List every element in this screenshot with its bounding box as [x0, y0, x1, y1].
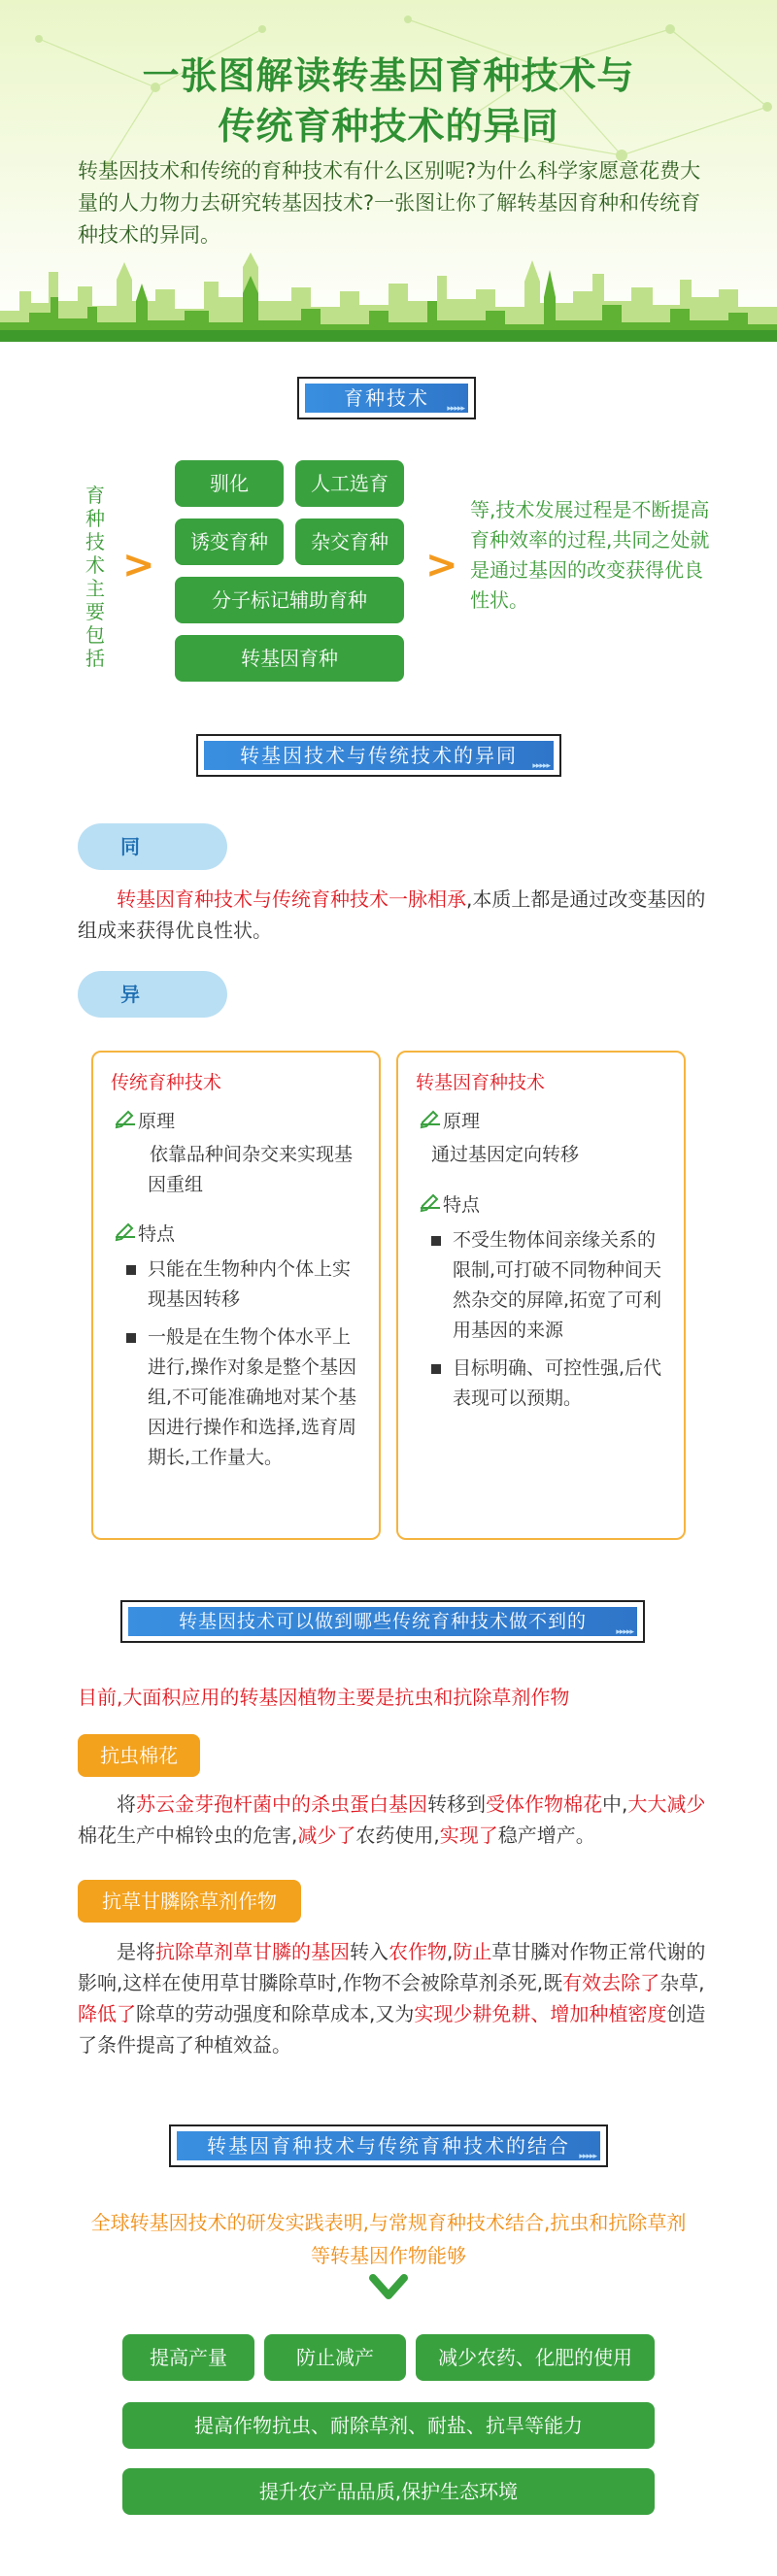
traditional-title: 传统育种技术 — [111, 1072, 222, 1093]
section1-note: 等,技术发展过程是不断提高育种效率的过程,共同之处就是通过基因的改变获得优良性状。 — [470, 498, 710, 612]
pencil-icon — [115, 1110, 136, 1131]
city-skyline-decoration — [0, 233, 777, 342]
benefit-increase-yield: 提高产量 — [122, 2334, 254, 2381]
banner-similarities-differences — [196, 734, 561, 777]
banner-arrows-icon: ▸▸▸▸▸ — [447, 404, 464, 414]
banner-arrows-icon: ▸▸▸▸▸ — [616, 1627, 633, 1637]
tag-herbicide-resistant-crop: 抗草甘膦除草剂作物 — [78, 1880, 301, 1923]
herbicide-segment: 转入 — [350, 1940, 388, 1963]
list-item: 只能在生物种内个体上实现基因转移 — [122, 1255, 365, 1315]
herbicide-segment: 防止 — [453, 1940, 492, 1963]
cotton-segment: 实现了 — [439, 1823, 498, 1847]
cotton-segment: 棉花生产中棉铃虫的危害, — [78, 1823, 298, 1847]
banner-arrows-icon: ▸▸▸▸▸ — [532, 761, 550, 771]
banner-similarities-differences-label: 转基因技术与传统技术的异同 — [240, 744, 518, 767]
cotton-segment: 减少了 — [297, 1823, 356, 1847]
method-domestication: 驯化 — [175, 460, 284, 507]
benefit-reduce-chemicals: 减少农药、化肥的使用 — [416, 2334, 655, 2381]
list-item: 目标明确、可控性强,后代表现可以预期。 — [427, 1354, 670, 1414]
traditional-principle-text: 依靠品种间杂交来实现基因重组 — [148, 1144, 354, 1195]
list-item: 一般是在生物个体水平上进行,操作对象是整个基因组,不可能准确地对某个基因进行操作和选择,选育周期长,工作量大。 — [122, 1322, 365, 1473]
method-marker-assisted: 分子标记辅助育种 — [175, 577, 404, 623]
traditional-feature-list — [122, 1255, 365, 1481]
intro-text: 转基因技术和传统的育种技术有什么区别呢?为什么科学家愿意花费大量的人力物力去研究转基因技术?一张图让你了解转基因育种和传统育种技术的异同。 — [78, 159, 701, 247]
chevron-right-icon-2: > — [425, 543, 458, 587]
herbicide-segment: , — [447, 1940, 454, 1963]
pencil-icon — [420, 1193, 441, 1215]
cotton-segment: 苏云金芽孢杆菌中的杀虫蛋白基因 — [136, 1792, 427, 1816]
method-artificial-selection: 人工选育 — [295, 460, 404, 507]
transgenic-title: 转基因育种技术 — [416, 1072, 546, 1093]
page-title-line2: 传统育种技术的异同 — [218, 105, 559, 148]
banner-arrows-icon: ▸▸▸▸▸ — [579, 2152, 596, 2161]
herbicide-segment: 有效去除了 — [562, 1971, 660, 1994]
page-title — [0, 50, 777, 151]
traditional-feature-heading — [115, 1220, 175, 1246]
pill-different: 异 — [78, 971, 227, 1018]
traditional-box — [91, 1051, 381, 1540]
header — [0, 0, 777, 342]
cotton-segment: 转移到 — [427, 1792, 486, 1816]
traditional-principle-label: 原理 — [138, 1111, 176, 1132]
cotton-segment: 受体作物棉花 — [486, 1792, 602, 1816]
vertical-label: 育种技术主要包括 — [85, 484, 105, 670]
banner-combination — [169, 2124, 608, 2167]
transgenic-feature-list — [427, 1225, 670, 1422]
pencil-icon — [420, 1110, 441, 1131]
benefit-improve-resistance: 提高作物抗虫、耐除草剂、耐盐、抗旱等能力 — [122, 2402, 655, 2449]
pencil-icon — [115, 1222, 136, 1244]
cotton-text — [78, 1789, 719, 1851]
herbicide-segment: 除草的劳动强度和除草成本,又为 — [136, 2002, 415, 2025]
cotton-segment: 农药使用, — [355, 1823, 440, 1847]
banner-combination-label: 转基因育种技术与传统育种技术的结合 — [207, 2134, 570, 2158]
cotton-segment: 中, — [602, 1792, 628, 1816]
transgenic-box — [396, 1051, 686, 1540]
same-text-highlight: 转基因育种技术与传统育种技术一脉相承 — [117, 887, 466, 911]
method-hybrid-breeding: 杂交育种 — [295, 519, 404, 565]
traditional-feature-label: 特点 — [138, 1223, 176, 1245]
tag-insect-resistant-cotton: 抗虫棉花 — [78, 1734, 200, 1777]
method-transgenic: 转基因育种 — [175, 635, 404, 682]
traditional-principle-heading — [115, 1107, 175, 1133]
list-item: 不受生物体间亲缘关系的限制,可打破不同物种间天然杂交的屏障,拓宽了可利用基因的来源 — [427, 1225, 670, 1346]
herbicide-segment: 降低了 — [78, 2002, 136, 2025]
transgenic-principle-label: 原理 — [443, 1111, 481, 1132]
page-title-line1: 一张图解读转基因育种技术与 — [142, 54, 635, 97]
benefit-prevent-loss: 防止减产 — [264, 2334, 406, 2381]
method-mutation-breeding: 诱变育种 — [175, 519, 284, 565]
transgenic-principle-text: 通过基因定向转移 — [431, 1144, 580, 1165]
cotton-segment: 大大减少 — [627, 1792, 706, 1816]
chevron-right-icon: > — [122, 543, 155, 587]
herbicide-segment: 抗除草剂草甘膦的基因 — [155, 1940, 350, 1963]
section3-lead: 目前,大面积应用的转基因植物主要是抗虫和抗除草剂作物 — [78, 1686, 570, 1709]
herbicide-segment: 是将 — [117, 1940, 155, 1963]
cotton-segment: 将 — [117, 1792, 136, 1816]
banner-breeding-tech-label: 育种技术 — [344, 386, 429, 410]
section4-note: 全球转基因技术的研发实践表明,与常规育种技术结合,抗虫和抗除草剂等转基因作物能够 — [90, 2211, 687, 2267]
same-text — [78, 884, 719, 946]
pill-same: 同 — [78, 823, 227, 870]
herbicide-text — [78, 1936, 719, 2060]
herbicide-segment: 农作物 — [388, 1940, 447, 1963]
transgenic-feature-heading — [420, 1190, 480, 1217]
herbicide-segment: 杂草, — [659, 1971, 705, 1994]
same-text-rest: ,本质上都是通过改变基因的组成来获得优良性状。 — [78, 887, 706, 942]
banner-what-transgenic-can-do-label: 转基因技术可以做到哪些传统育种技术做不到的 — [178, 1611, 587, 1632]
herbicide-segment: 实现少耕免耕、增加种植密度 — [414, 2002, 667, 2025]
chevron-down-icon — [369, 2274, 408, 2303]
herbicide-segment: 草甘膦对作物正常代谢的影响,这样在使用草甘膦除草时,作物不会被除草剂杀死,既 — [78, 1940, 706, 1994]
herbicide-segment: 创造了条件提高了种植效益。 — [78, 2002, 706, 2057]
transgenic-principle-heading — [420, 1107, 480, 1133]
benefit-quality-ecology: 提升农产品品质,保护生态环境 — [122, 2468, 655, 2515]
transgenic-feature-label: 特点 — [443, 1194, 481, 1216]
banner-what-transgenic-can-do — [120, 1600, 645, 1643]
cotton-segment: 稳产增产。 — [497, 1823, 595, 1847]
banner-breeding-tech — [297, 377, 476, 419]
